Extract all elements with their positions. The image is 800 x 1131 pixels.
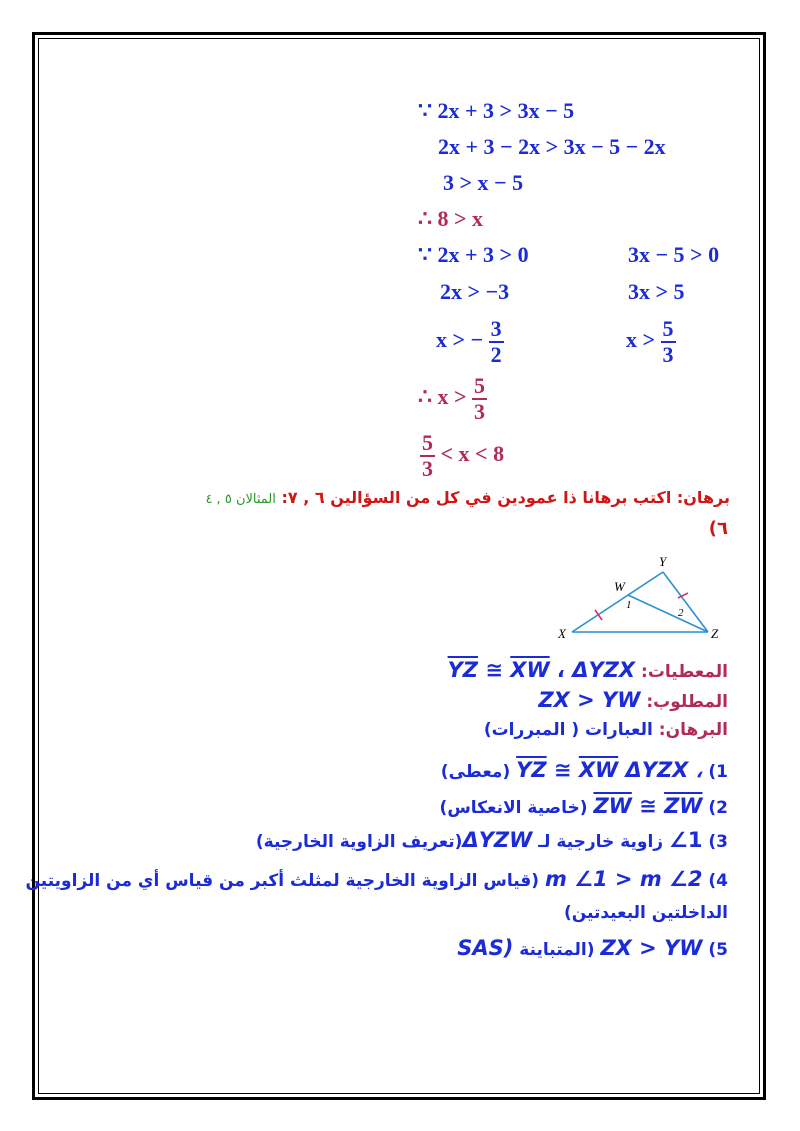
required-label: المطلوب:	[646, 692, 728, 712]
step-3-angle: ∠1	[669, 828, 703, 852]
vertex-label-x: X	[558, 626, 566, 641]
proof-header	[484, 722, 728, 739]
math-line-3: 3 > x − 5	[443, 170, 524, 195]
step-4-math: m ∠1 > m ∠2	[544, 867, 703, 891]
math-line-4: ∴ 8 > x	[418, 206, 484, 231]
given-sep: ،	[556, 658, 565, 682]
step-1-reason: (معطى)	[440, 762, 511, 782]
given-math	[448, 660, 636, 681]
step-2-reason: (خاصية الانعكاس)	[439, 798, 588, 818]
math-line-5b: 3x − 5 > 0	[628, 242, 720, 267]
math-line-9	[420, 431, 504, 481]
step-number: 1)	[708, 762, 728, 782]
proof-step-4-cont: الداخلتين البعيدتين)	[563, 903, 728, 923]
step-3-reason: (تعريف الزاوية الخارجية)	[255, 832, 463, 852]
math-line-8	[418, 374, 487, 424]
step-5-sas: SAS)	[457, 936, 514, 960]
math-line-5a: ∵ 2x + 3 > 0	[418, 242, 529, 267]
proof-step-2	[440, 796, 728, 817]
step-2-math	[593, 796, 702, 817]
math-line-6b: 3x > 5	[628, 279, 685, 304]
math-line-7b	[626, 317, 676, 367]
step-4-reason: (قياس الزاوية الخارجية لمثلث أكبر من قياس أي من الزاويتين	[25, 871, 540, 891]
given-line	[448, 660, 728, 681]
step-number: 3)	[708, 832, 728, 852]
question-number: ٦)	[708, 518, 728, 539]
fraction-numerator: 5	[422, 430, 433, 455]
math-line-7a-text: x > −	[436, 327, 484, 353]
proof-columns-text: العبارات ( المبررات)	[483, 720, 653, 740]
fraction-5-3	[472, 374, 487, 424]
proof-heading-title: برهان: اكتب برهانا ذا عمودين في كل من السؤالين ٦ , ٧:	[281, 488, 730, 507]
proof-step-5	[457, 938, 728, 959]
step-number: 5)	[708, 940, 728, 960]
required-line	[538, 690, 728, 711]
segment-yz	[663, 572, 708, 632]
step-3-triangle: ΔYZW	[462, 828, 533, 852]
math-line-9-text: < x < 8	[440, 441, 505, 467]
math-line-8-text: ∴ x >	[418, 384, 467, 410]
proof-step-3	[256, 830, 728, 851]
vertex-label-y: Y	[659, 554, 667, 569]
step-1-math	[516, 760, 702, 781]
step-1-seg-yz: $\overline{YZ}$	[516, 758, 547, 782]
step-2-seg-zw: $\overline{ZW}$	[593, 794, 632, 818]
step-5-reason: (المتباينة	[519, 940, 595, 960]
math-line-1: ∵ 2x + 3 > 3x − 5	[418, 98, 575, 123]
fraction-numerator: 3	[490, 316, 502, 341]
given-seg-xw: $\overline{XW}$	[510, 658, 550, 682]
fraction-numerator: 5	[474, 373, 486, 398]
vertex-label-z: Z	[711, 626, 719, 641]
step-2-cong: ≅	[639, 794, 657, 818]
step-1-triangle: ΔYZX ،	[625, 758, 703, 782]
fraction-5-3	[420, 431, 435, 481]
math-line-7a	[436, 317, 504, 367]
math-line-6a: 2x > −3	[440, 279, 510, 304]
fraction-denominator: 2	[490, 342, 502, 367]
vertex-label-w: W	[614, 579, 625, 594]
angle-label-1: 1	[626, 599, 632, 611]
given-cong: ≅	[485, 658, 503, 682]
proof-heading	[205, 490, 730, 506]
step-1-seg-xw: $\overline{XW}$	[578, 758, 619, 782]
step-number: 2)	[708, 798, 728, 818]
proof-heading-examples: المثالان ٥ , ٤	[205, 492, 276, 507]
fraction-5-3	[661, 317, 676, 367]
step-5-math: ZX > YW	[600, 936, 703, 960]
segment-wz	[628, 595, 708, 632]
step-3-text: زاوية خارجية لـ	[538, 832, 664, 852]
given-label: المعطيات:	[641, 662, 728, 682]
angle-label-2: 2	[678, 607, 684, 619]
triangle-figure	[550, 550, 730, 650]
proof-step-1	[441, 760, 728, 781]
fraction-numerator: 5	[662, 316, 674, 341]
step-1-cong: ≅	[553, 758, 572, 782]
fraction-3-2	[489, 317, 504, 367]
step-number: 4)	[708, 871, 728, 891]
fraction-denominator: 3	[662, 342, 674, 367]
proof-label: البرهان:	[658, 720, 728, 740]
fraction-denominator: 3	[474, 399, 486, 424]
fraction-denominator: 3	[422, 456, 433, 481]
given-triangle: ΔYZX	[572, 658, 636, 682]
given-seg-yz: $\overline{YZ}$	[447, 658, 479, 682]
math-line-7b-text: x >	[626, 327, 656, 353]
proof-step-4	[26, 869, 729, 890]
math-line-2: 2x + 3 − 2x > 3x − 5 − 2x	[438, 134, 666, 159]
step-2-seg-zw-2: $\overline{ZW}$	[664, 794, 703, 818]
required-statement: ZX > YW	[538, 688, 641, 712]
tick-mark-xw	[595, 610, 602, 620]
